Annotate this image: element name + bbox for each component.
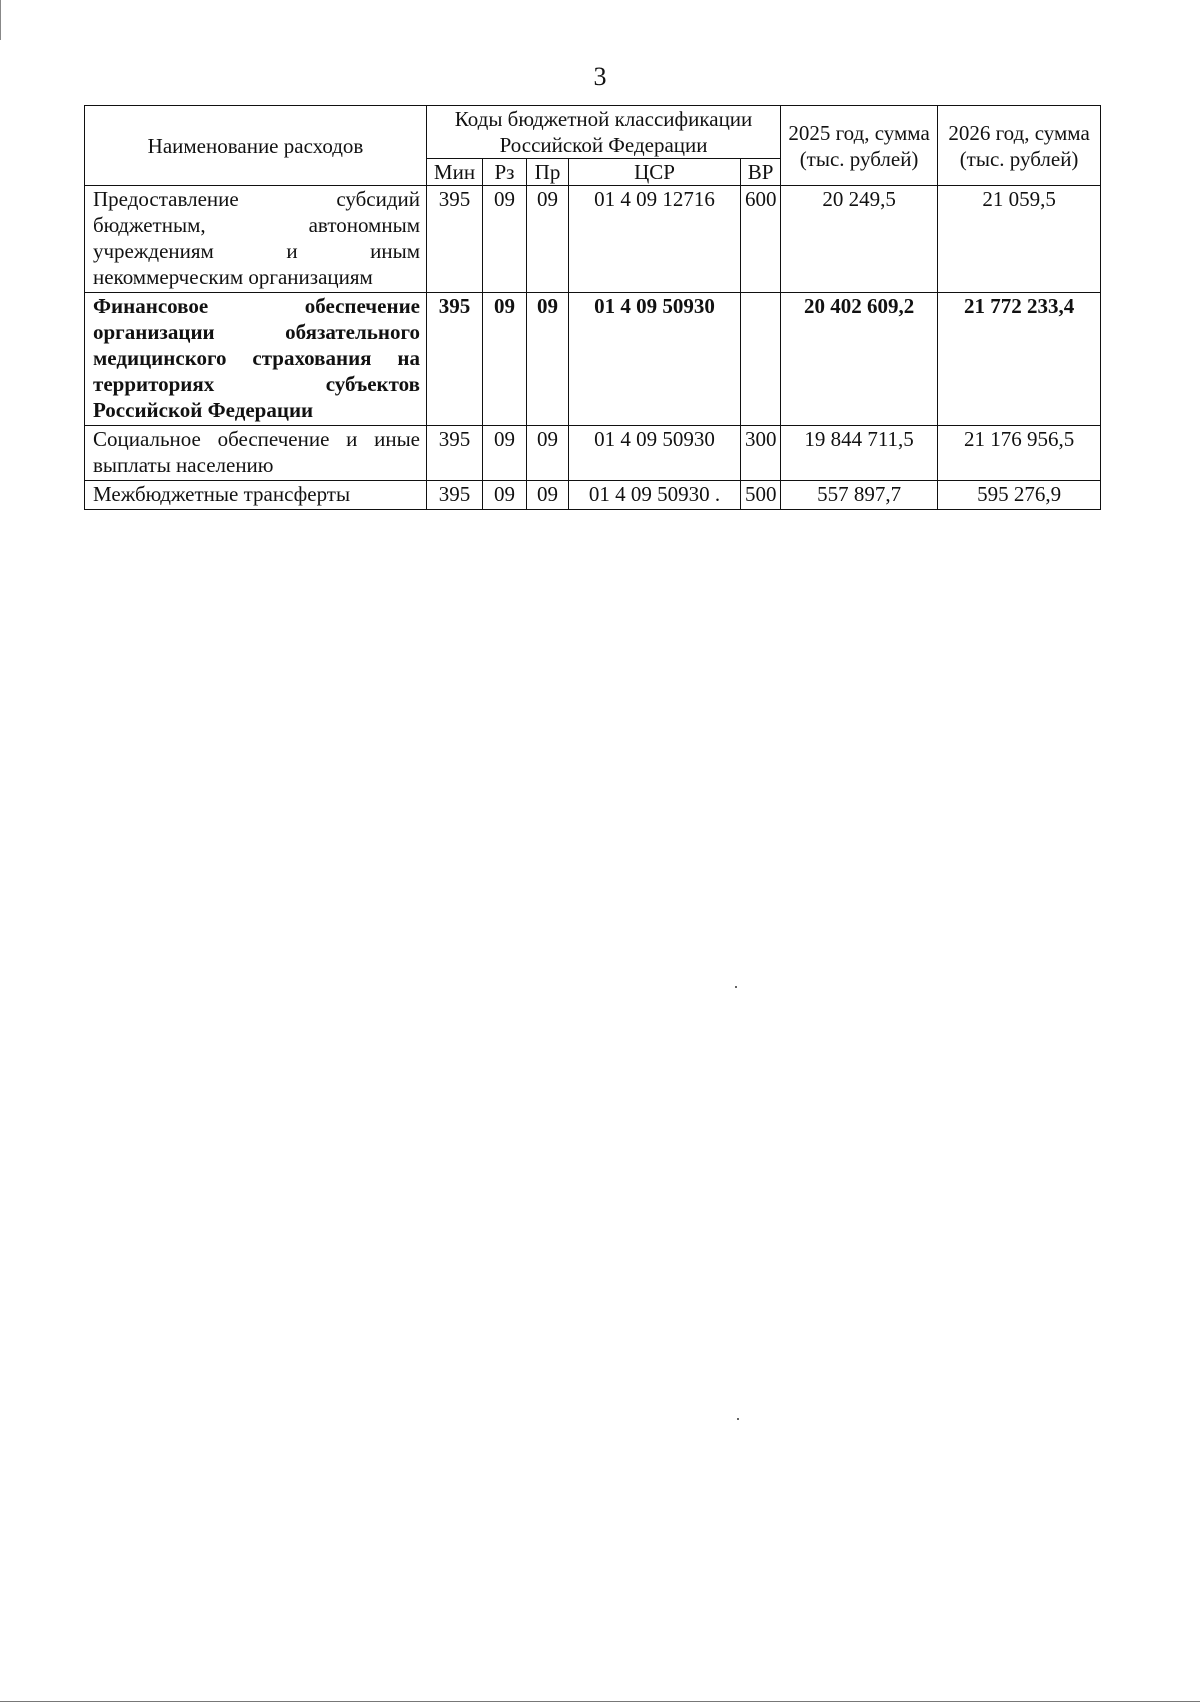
page-number: 3 xyxy=(593,62,607,91)
row-vr: 500 xyxy=(741,481,781,510)
row-csr: 01 4 09 50930 xyxy=(569,426,741,481)
header-pr: Пр xyxy=(527,159,569,186)
table-row xyxy=(85,481,1101,510)
row-2025: 20 402 609,2 xyxy=(781,293,938,426)
header-codes-group: Коды бюджетной классификации Российской Федерации xyxy=(427,106,781,159)
row-csr: 01 4 09 12716 xyxy=(569,186,741,293)
header-year-2026: 2026 год, сумма (тыс. рублей) xyxy=(938,106,1101,186)
row-csr: 01 4 09 50930 xyxy=(569,293,741,426)
row-vr: 300 xyxy=(741,426,781,481)
scan-speck xyxy=(735,986,737,988)
row-vr: 600 xyxy=(741,186,781,293)
row-rz: 09 xyxy=(483,186,527,293)
row-2026: 21 059,5 xyxy=(938,186,1101,293)
table-row xyxy=(85,293,1101,426)
row-rz: 09 xyxy=(483,426,527,481)
table-row xyxy=(85,426,1101,481)
row-rz: 09 xyxy=(483,293,527,426)
scan-speck xyxy=(737,1418,739,1420)
header-row-top xyxy=(85,106,1101,159)
row-name: Социальное обеспечение и иные выплаты населению xyxy=(85,426,427,481)
budget-table xyxy=(84,105,1101,510)
header-rz: Рз xyxy=(483,159,527,186)
row-pr: 09 xyxy=(527,293,569,426)
row-rz: 09 xyxy=(483,481,527,510)
header-min: Мин xyxy=(427,159,483,186)
row-vr xyxy=(741,293,781,426)
row-2026: 21 772 233,4 xyxy=(938,293,1101,426)
row-pr: 09 xyxy=(527,481,569,510)
row-pr: 09 xyxy=(527,186,569,293)
row-2026: 21 176 956,5 xyxy=(938,426,1101,481)
header-vr: ВР xyxy=(741,159,781,186)
row-2025: 557 897,7 xyxy=(781,481,938,510)
header-name: Наименование расходов xyxy=(85,106,427,186)
row-csr: 01 4 09 50930 . xyxy=(569,481,741,510)
row-min: 395 xyxy=(427,481,483,510)
row-min: 395 xyxy=(427,293,483,426)
table-row xyxy=(85,186,1101,293)
header-year-2025: 2025 год, сумма (тыс. рублей) xyxy=(781,106,938,186)
row-2026: 595 276,9 xyxy=(938,481,1101,510)
header-csr: ЦСР xyxy=(569,159,741,186)
row-pr: 09 xyxy=(527,426,569,481)
row-min: 395 xyxy=(427,426,483,481)
scan-edge-left xyxy=(0,0,1,40)
row-name: Предоставление субсидий бюджетным, автономным учреждениям и иным некоммерческим организациям xyxy=(85,186,427,293)
row-2025: 19 844 711,5 xyxy=(781,426,938,481)
row-name: Межбюджетные трансферты xyxy=(85,481,427,510)
row-name: Финансовое обеспечение организации обязательного медицинского страхования на территориях субъектов Российской Федерации xyxy=(85,293,427,426)
row-min: 395 xyxy=(427,186,483,293)
row-2025: 20 249,5 xyxy=(781,186,938,293)
